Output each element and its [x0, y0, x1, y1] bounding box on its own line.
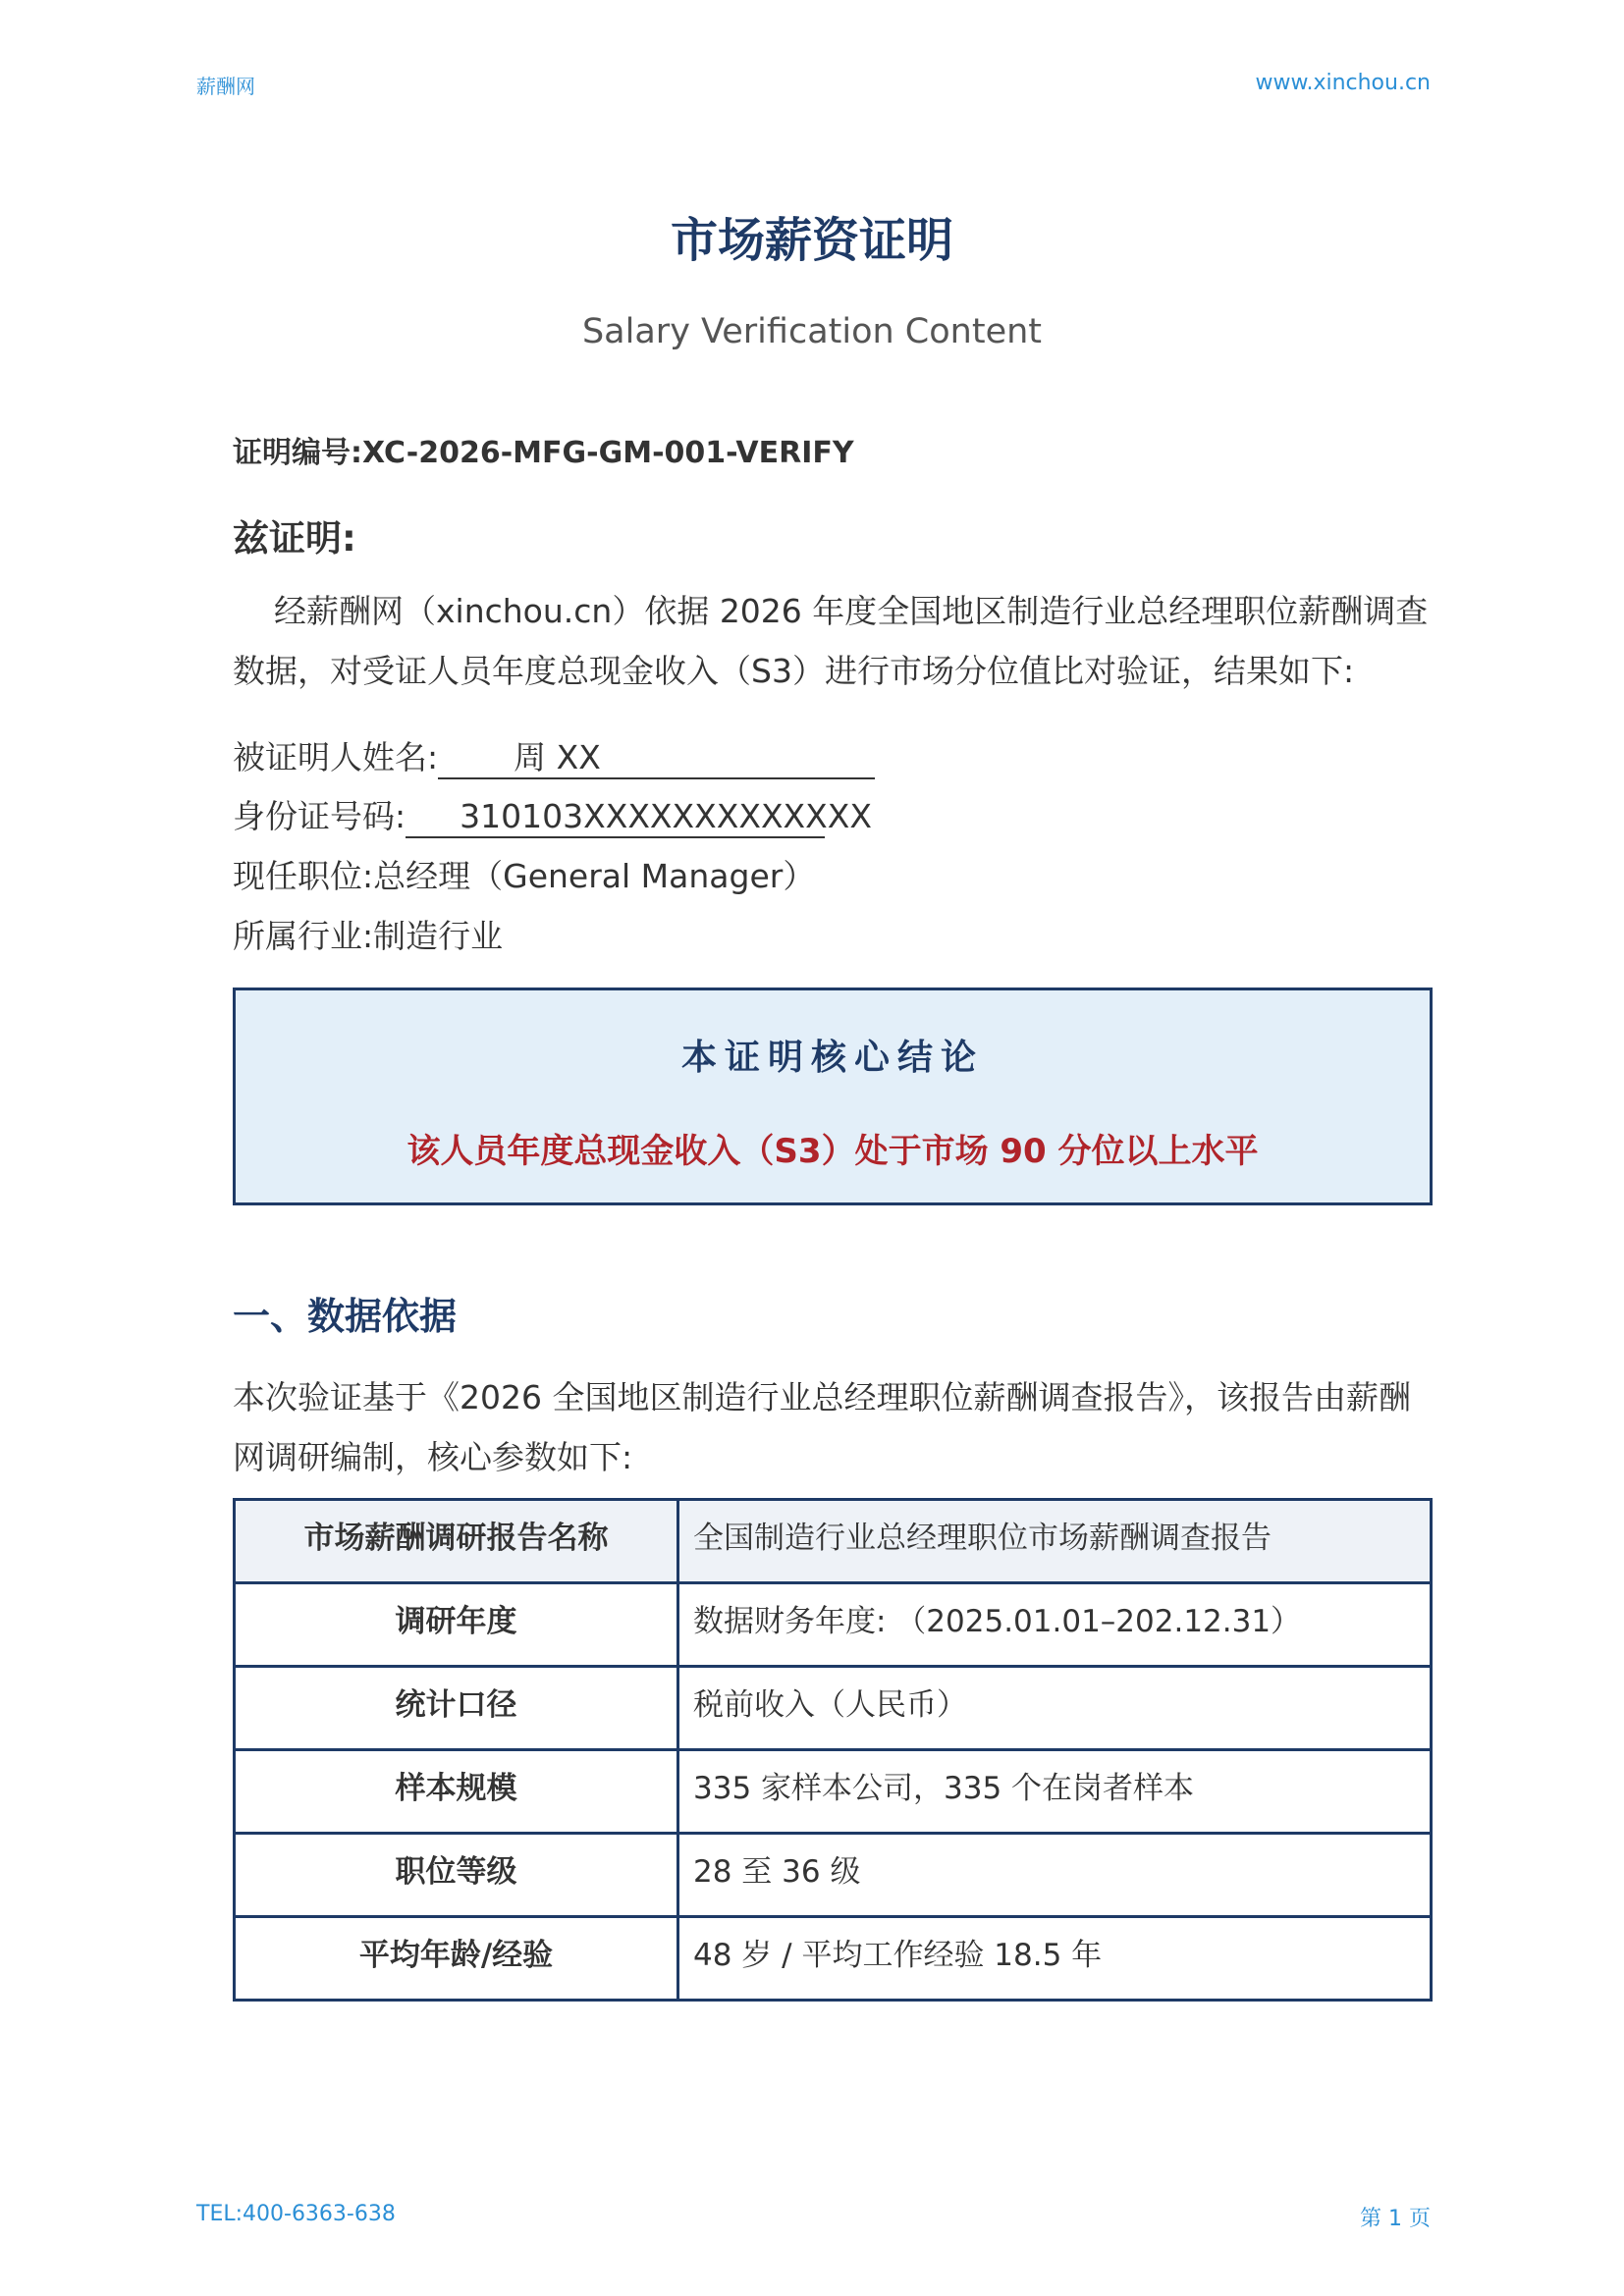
- table-value-cell: 48 岁 / 平均工作经验 18.5 年: [678, 1917, 1432, 2001]
- table-key-cell: 市场薪酬调研报告名称: [235, 1500, 678, 1583]
- conclusion-title: 本证明核心结论: [680, 1038, 984, 1078]
- position-value: 总经理（General Manager）: [373, 857, 816, 895]
- table-row: [235, 1917, 1432, 2001]
- field-id-number: [233, 791, 872, 838]
- table-key-cell: 职位等级: [235, 1834, 678, 1917]
- certificate-number-label: 证明编号:: [233, 436, 362, 470]
- table-value-cell: 数据财务年度: （2025.01.01–202.12.31）: [678, 1583, 1432, 1667]
- table-value-cell: 全国制造行业总经理职位市场薪酬调查报告: [678, 1500, 1432, 1583]
- table-key-cell: 调研年度: [235, 1583, 678, 1667]
- conclusion-text: 该人员年度总现金收入（S3）处于市场 90 分位以上水平: [406, 1132, 1259, 1171]
- footer-page-number: 第 1 页: [1360, 2207, 1431, 2231]
- industry-label: 所属行业:: [233, 917, 374, 955]
- survey-parameters-table: [233, 1498, 1433, 2002]
- field-position: [233, 851, 815, 897]
- header-website-link[interactable]: www.xinchou.cn: [1255, 71, 1431, 95]
- table-row: [235, 1500, 1432, 1583]
- industry-value: 制造行业: [373, 917, 504, 955]
- table-row: [235, 1750, 1432, 1834]
- intro-paragraph: 经薪酬网（xinchou.cn）依据 2026 年度全国地区制造行业总经理职位薪酬调查数据，对受证人员年度总现金收入（S3）进行市场分位值比对验证，结果如下:: [233, 592, 1429, 690]
- section-heading-data-basis: 一、数据依据: [233, 1295, 458, 1338]
- conclusion-box: [233, 988, 1433, 1205]
- name-value: 周 XX: [438, 738, 875, 779]
- name-label: 被证明人姓名:: [233, 738, 439, 776]
- position-label: 现任职位:: [233, 857, 374, 895]
- field-industry: [233, 911, 503, 957]
- id-value: 310103XXXXXXXXXXXXX: [406, 797, 825, 838]
- table-key-cell: 平均年龄/经验: [235, 1917, 678, 2001]
- hereby-heading: 兹证明:: [233, 517, 356, 560]
- document-title: 市场薪资证明: [670, 213, 953, 268]
- document-subtitle: Salary Verification Content: [581, 312, 1043, 351]
- table-key-cell: 样本规模: [235, 1750, 678, 1834]
- header-brand: 薪酬网: [196, 75, 255, 98]
- table-row: [235, 1583, 1432, 1667]
- field-name: [233, 732, 875, 779]
- table-key-cell: 统计口径: [235, 1667, 678, 1750]
- table-row: [235, 1834, 1432, 1917]
- section-intro-paragraph: 本次验证基于《2026 全国地区制造行业总经理职位薪酬调查报告》，该报告由薪酬网调研编制，核心参数如下:: [233, 1378, 1411, 1476]
- certificate-number-value: XC-2026-MFG-GM-001-VERIFY: [362, 436, 854, 470]
- table-value-cell: 335 家样本公司，335 个在岗者样本: [678, 1750, 1432, 1834]
- table-row: [235, 1667, 1432, 1750]
- id-label: 身份证号码:: [233, 797, 406, 835]
- footer-telephone: TEL:400-6363-638: [196, 2202, 396, 2226]
- table-value-cell: 28 至 36 级: [678, 1834, 1432, 1917]
- certificate-number: [233, 428, 854, 471]
- table-value-cell: 税前收入（人民币）: [678, 1667, 1432, 1750]
